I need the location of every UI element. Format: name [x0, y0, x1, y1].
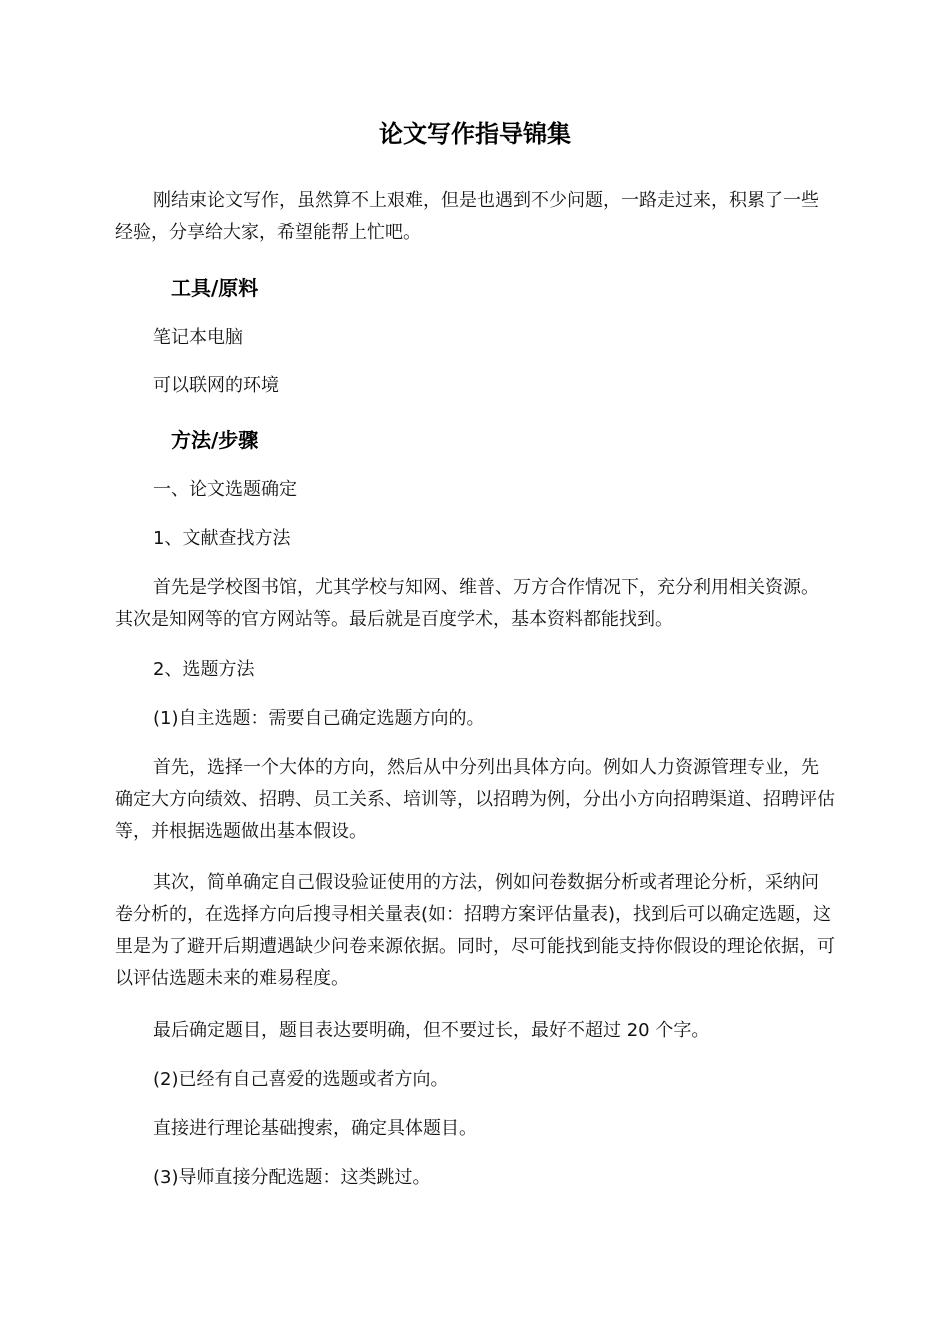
step-paragraph: 直接进行理论基础搜索，确定具体题目。: [153, 1118, 477, 1139]
step-paragraph: 1、文献查找方法: [153, 528, 291, 549]
step-paragraph: (3)导师直接分配选题：这类跳过。: [153, 1167, 431, 1188]
step-paragraph: 2、选题方法: [153, 659, 255, 680]
tools-item: 可以联网的环境: [153, 375, 279, 396]
step-paragraph: 其次，简单确定自己假设验证使用的方法，例如问卷数据分析或者理论分析，采纳问卷分析的，在选择方向后搜寻相关量表(如：招聘方案评估量表)，找到后可以确定选题，这里是为了避开后期遭遇缺少问卷来源依据。同时，尽可能找到能支持你假设的理论依据，可以评估选题未来的难易程度。: [115, 872, 835, 989]
step-paragraph: 最后确定题目，题目表达要明确，但不要过长，最好不超过 20 个字。: [153, 1020, 710, 1041]
intro-paragraph: 刚结束论文写作，虽然算不上艰难，但是也遇到不少问题，一路走过来，积累了一些经验，分享给大家，希望能帮上忙吧。: [115, 190, 819, 243]
step-paragraph: (1)自主选题：需要自己确定选题方向的。: [153, 708, 485, 729]
steps-heading: 方法/步骤: [171, 428, 259, 452]
document-title: 论文写作指导锦集: [379, 120, 571, 148]
step-paragraph: 一、论文选题确定: [153, 479, 297, 500]
step-paragraph: 首先是学校图书馆，尤其学校与知网、维普、万方合作情况下，充分利用相关资源。其次是知网等的官方网站等。最后就是百度学术，基本资料都能找到。: [115, 577, 819, 630]
step-paragraph: (2)已经有自己喜爱的选题或者方向。: [153, 1069, 449, 1090]
tools-item: 笔记本电脑: [153, 327, 243, 348]
tools-heading: 工具/原料: [171, 276, 259, 300]
step-paragraph: 首先，选择一个大体的方向，然后从中分列出具体方向。例如人力资源管理专业，先确定大方向绩效、招聘、员工关系、培训等，以招聘为例，分出小方向招聘渠道、招聘评估等，并根据选题做出基本假设。: [115, 757, 835, 842]
